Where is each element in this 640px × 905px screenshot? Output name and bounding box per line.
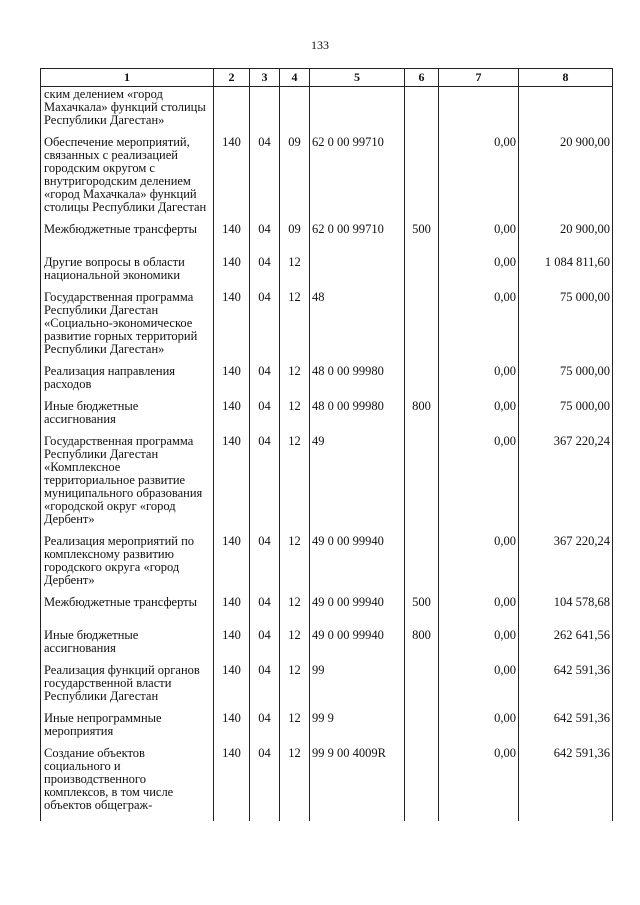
row-amount-8: 104 578,68: [519, 596, 613, 629]
row-code-4: 12: [280, 535, 310, 596]
row-amount-7: 0,00: [439, 629, 519, 664]
column-header: 5: [310, 69, 405, 87]
row-code-3: 04: [250, 136, 280, 223]
row-code-3: 04: [250, 747, 280, 821]
table-row: [41, 712, 613, 747]
row-name: Иные непрограммные мероприятия: [41, 712, 214, 747]
table-row: [41, 535, 613, 596]
row-code-4: 12: [280, 596, 310, 629]
row-amount-7: 0,00: [439, 291, 519, 365]
budget-table: [40, 68, 613, 821]
row-code-2: 140: [214, 223, 250, 256]
row-code-2: 140: [214, 400, 250, 435]
row-code-2: 140: [214, 535, 250, 596]
row-code-2: 140: [214, 365, 250, 400]
row-expense-type: [405, 87, 439, 137]
row-code-3: 04: [250, 291, 280, 365]
row-code-2: [214, 87, 250, 137]
row-expense-type: 500: [405, 223, 439, 256]
table-row: [41, 256, 613, 291]
row-code-3: 04: [250, 223, 280, 256]
row-amount-8: 75 000,00: [519, 365, 613, 400]
table-row: [41, 664, 613, 712]
row-name: Реализация мероприятий по комплексному развитию городского округа «город Дербент»: [41, 535, 214, 596]
row-amount-7: 0,00: [439, 365, 519, 400]
row-target-code: 49: [310, 435, 405, 535]
row-code-2: 140: [214, 256, 250, 291]
row-amount-8: 367 220,24: [519, 435, 613, 535]
row-amount-7: 0,00: [439, 256, 519, 291]
row-code-2: 140: [214, 435, 250, 535]
row-expense-type: [405, 712, 439, 747]
row-code-4: 12: [280, 256, 310, 291]
row-code-3: 04: [250, 712, 280, 747]
row-amount-7: 0,00: [439, 596, 519, 629]
row-name: Реализация направления расходов: [41, 365, 214, 400]
row-code-3: [250, 87, 280, 137]
row-expense-type: [405, 664, 439, 712]
row-amount-7: 0,00: [439, 136, 519, 223]
row-code-3: 04: [250, 365, 280, 400]
row-target-code: 49 0 00 99940: [310, 629, 405, 664]
row-code-2: 140: [214, 136, 250, 223]
row-code-3: 04: [250, 400, 280, 435]
table-row: [41, 435, 613, 535]
row-code-4: 12: [280, 435, 310, 535]
row-target-code: 62 0 00 99710: [310, 223, 405, 256]
row-name: Другие вопросы в области национальной экономики: [41, 256, 214, 291]
row-code-4: 12: [280, 291, 310, 365]
row-code-2: 140: [214, 664, 250, 712]
row-amount-7: 0,00: [439, 435, 519, 535]
row-code-2: 140: [214, 596, 250, 629]
row-amount-8: 1 084 811,60: [519, 256, 613, 291]
row-expense-type: 800: [405, 629, 439, 664]
row-target-code: 48 0 00 99980: [310, 365, 405, 400]
column-header: 7: [439, 69, 519, 87]
row-code-4: 12: [280, 664, 310, 712]
row-code-3: 04: [250, 596, 280, 629]
row-expense-type: [405, 747, 439, 821]
row-name: Реализация функций органов государственной власти Республики Дагестан: [41, 664, 214, 712]
row-code-3: 04: [250, 435, 280, 535]
row-amount-8: 75 000,00: [519, 400, 613, 435]
row-target-code: 49 0 00 99940: [310, 596, 405, 629]
row-amount-8: 20 900,00: [519, 136, 613, 223]
row-target-code: [310, 256, 405, 291]
row-name: Межбюджетные трансферты: [41, 223, 214, 256]
row-amount-8: 262 641,56: [519, 629, 613, 664]
row-expense-type: [405, 365, 439, 400]
table-row: [41, 291, 613, 365]
row-name: Государственная программа Республики Дагестан «Комплексное территориальное развитие муниципального образования «городской округ «город Дербент»: [41, 435, 214, 535]
column-header: 2: [214, 69, 250, 87]
table-row: [41, 400, 613, 435]
table-row: [41, 136, 613, 223]
row-expense-type: [405, 291, 439, 365]
table-row: [41, 629, 613, 664]
column-header: 8: [519, 69, 613, 87]
row-code-2: 140: [214, 712, 250, 747]
row-amount-7: 0,00: [439, 747, 519, 821]
row-expense-type: 800: [405, 400, 439, 435]
row-code-3: 04: [250, 256, 280, 291]
row-code-4: 09: [280, 223, 310, 256]
row-name: Создание объектов социального и производственного комплексов, в том числе объектов общеграж-: [41, 747, 214, 821]
row-code-2: 140: [214, 291, 250, 365]
row-amount-7: 0,00: [439, 664, 519, 712]
row-amount-8: 642 591,36: [519, 747, 613, 821]
row-amount-8: 367 220,24: [519, 535, 613, 596]
row-code-4: 12: [280, 400, 310, 435]
row-target-code: 49 0 00 99940: [310, 535, 405, 596]
table-row: [41, 596, 613, 629]
row-code-4: 12: [280, 712, 310, 747]
row-code-3: 04: [250, 629, 280, 664]
column-header: 4: [280, 69, 310, 87]
row-target-code: 99 9: [310, 712, 405, 747]
row-code-4: 12: [280, 747, 310, 821]
row-expense-type: [405, 136, 439, 223]
row-code-3: 04: [250, 535, 280, 596]
column-header: 3: [250, 69, 280, 87]
row-expense-type: 500: [405, 596, 439, 629]
row-code-4: 12: [280, 629, 310, 664]
row-code-4: [280, 87, 310, 137]
row-expense-type: [405, 256, 439, 291]
row-name: Государственная программа Республики Дагестан «Социально-экономическое развитие горных территорий Республики Дагестан»: [41, 291, 214, 365]
row-amount-7: 0,00: [439, 535, 519, 596]
column-header: 6: [405, 69, 439, 87]
row-code-4: 12: [280, 365, 310, 400]
row-amount-8: 642 591,36: [519, 664, 613, 712]
row-target-code: 48 0 00 99980: [310, 400, 405, 435]
row-code-3: 04: [250, 664, 280, 712]
row-expense-type: [405, 535, 439, 596]
row-amount-8: 642 591,36: [519, 712, 613, 747]
row-amount-8: [519, 87, 613, 137]
row-target-code: [310, 87, 405, 137]
row-name: ским делением «город Махачкала» функций столицы Республики Дагестан»: [41, 87, 214, 137]
row-amount-7: 0,00: [439, 400, 519, 435]
row-target-code: 48: [310, 291, 405, 365]
table-row: [41, 87, 613, 137]
page-number: 133: [311, 38, 329, 52]
row-expense-type: [405, 435, 439, 535]
column-header: 1: [41, 69, 214, 87]
row-amount-8: 75 000,00: [519, 291, 613, 365]
row-amount-7: [439, 87, 519, 137]
row-target-code: 99 9 00 4009R: [310, 747, 405, 821]
row-name: Межбюджетные трансферты: [41, 596, 214, 629]
row-name: Иные бюджетные ассигнования: [41, 629, 214, 664]
row-amount-7: 0,00: [439, 712, 519, 747]
table-header-row: [41, 69, 613, 87]
table-row: [41, 223, 613, 256]
row-target-code: 62 0 00 99710: [310, 136, 405, 223]
row-target-code: 99: [310, 664, 405, 712]
row-name: Иные бюджетные ассигнования: [41, 400, 214, 435]
row-amount-8: 20 900,00: [519, 223, 613, 256]
table-row: [41, 747, 613, 821]
row-name: Обеспечение мероприятий, связанных с реализацией городским округом с внутригородским делением «город Махачкала» функций столицы Республики Дагестан: [41, 136, 214, 223]
table-row: [41, 365, 613, 400]
row-code-4: 09: [280, 136, 310, 223]
row-code-2: 140: [214, 747, 250, 821]
row-amount-7: 0,00: [439, 223, 519, 256]
row-code-2: 140: [214, 629, 250, 664]
